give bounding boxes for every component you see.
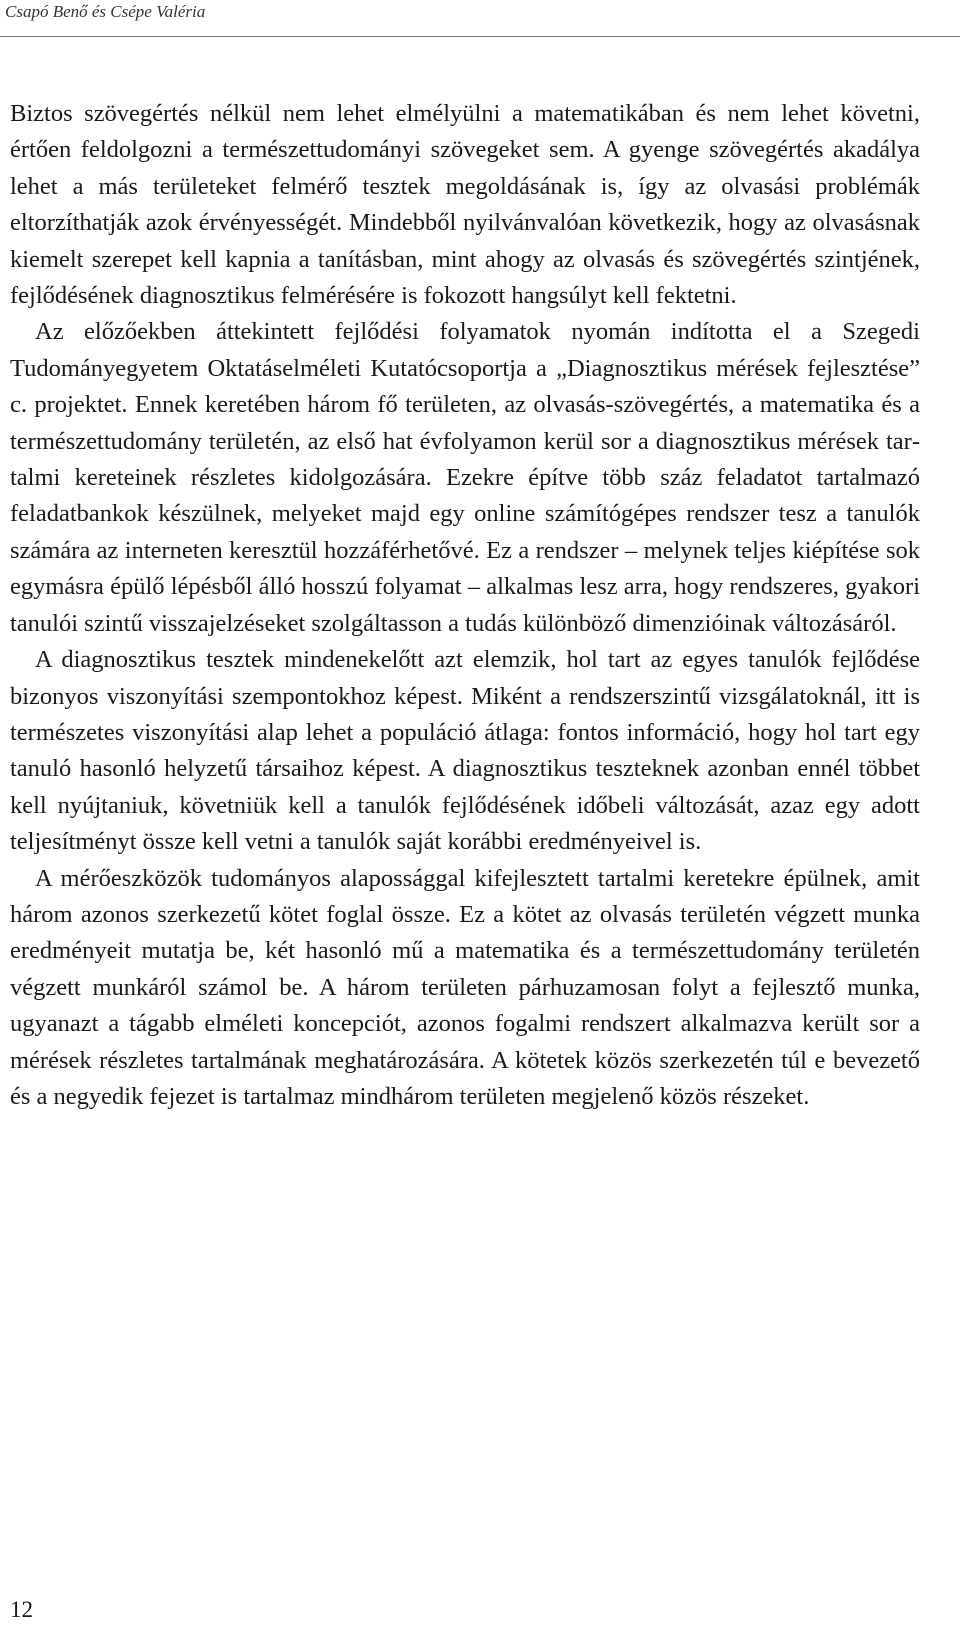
paragraph-3: A diagnosztikus tesztek mindenekelőtt azt elemzik, hol tart az egyes tanulók fejlődése bizonyos viszonyítási szempontokhoz képest. Miként a rendszerszintű vizsgálatoknál, itt is természetes viszonyítási alap lehet a populáció átlaga: fontos információ, hogy hol tart egy tanuló hasonló helyzetű társaihoz képest. A diagnosztikus teszteknek azonban ennél többet kell nyújtaniuk, követniük kell a tanulók fejlődésének időbeli változását, azaz egy adott teljesítményt össze kell vetni a tanulók saját korábbi eredményeivel is. (10, 646, 920, 856)
paragraph-1: Biztos szövegértés nélkül nem lehet elmélyülni a matematikában és nem lehet követni, értően feldolgozni a természettudományi szövegeket sem. A gyenge szövegértés akadálya lehet a más területeket felmérő tesztek megoldásának is, így az olvasási problémák eltorzíthatják azok érvényességét. Mindebből nyilvánvalóan következik, hogy az olvasásnak kiemelt szerepet kell kapnia a tanításban, mint ahogy az olvasás és szövegértés szintjének, fejlődésének diagnosztikus felmérésére is fokozott hangsúlyt kell fektetni. (10, 100, 920, 310)
page-number: 12 (10, 1597, 33, 1622)
body-text (10, 96, 920, 1115)
running-head: Csapó Benő és Csépe Valéria (5, 2, 206, 21)
paragraph-2: Az előzőekben áttekintett fejlődési folyamatok nyomán indította el a Szegedi Tudományegyetem Oktatáselméleti Kutatócsoportja a „Diagnosztikus mérések fejlesztése” c. projektet. Ennek keretében három fő területen, az olvasás-szövegértés, a matematika és a természettudomány területén, az első hat évfolyamon kerül sor a diagnosztikus mérések tartalmi kereteinek részletes kidolgozására. Ezekre építve több száz feladatot tartalmazó feladatbankok készülnek, melyeket majd egy online számítógépes rendszer tesz a tanulók számára az interneten keresztül hozzáférhetővé. Ez a rendszer – melynek teljes kiépítése sok egymásra épülő lépésből álló hosszú folyamat – alkalmas lesz arra, hogy rendszeres, gyakori tanulói szintű visszajelzéseket szolgáltasson a tudás különböző dimenzióinak változásáról. (10, 318, 920, 637)
paragraph-4: A mérőeszközök tudományos alapossággal kifejlesztett tartalmi keretekre épülnek, amit három azonos szerkezetű kötet foglal össze. Ez a kötet az olvasás területén végzett munka eredményeit mutatja be, két hasonló mű a matematika és a természettudomány területén végzett munkáról számol be. A három területen párhuzamosan folyt a fejlesztő munka, ugyanazt a tágabb elméleti koncepciót, azonos fogalmi rendszert alkalmazva került sor a mérések részletes tartalmának meghatározására. A kötetek közös szerkezetén túl e bevezető és a negyedik fejezet is tartalmaz mindhárom területen megjelenő közös részeket. (10, 864, 920, 1110)
header-divider (0, 36, 960, 37)
